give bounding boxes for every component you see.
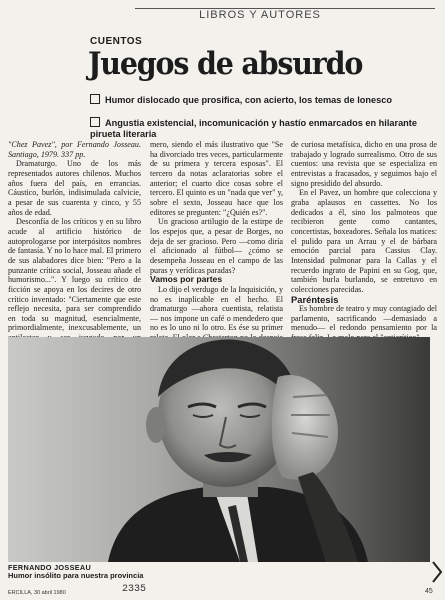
- col3-paragraph-1: de curiosa metafísica, dicho en una prosa de trabajado y logrado surrealismo. Otro de sus cuentos: una revista que se especializa en entrevistas a fracasados, y seguimos bajo el signo presidido del absurdo.: [291, 140, 437, 188]
- subheading-parentesis: Paréntesis: [291, 293, 339, 305]
- photo-caption-name: FERNANDO JOSSEAU: [8, 563, 92, 572]
- author-photo: [8, 337, 430, 562]
- col2-paragraph-1: mero, siendo el más ilustrativo que "Se ha divorciado tres veces, particularmente de su primera y tercera esposas". El tercero da notas aclaratorias sobre el anterior; el cuarto dice cosas sobre el tercero. El quinto es un "nada que ver" y, sobre el sexto, Josseau hace que los editores se pregunten: "¿Quién es?".: [150, 140, 283, 217]
- source-line: ERCILLA, 30 abril 1980: [8, 590, 66, 596]
- kicker: CUENTOS: [90, 36, 143, 47]
- article-title: Juegos de absurdo: [88, 46, 363, 82]
- deck-bullet-2: [90, 117, 420, 140]
- section-header: LIBROS Y AUTORES: [170, 9, 350, 21]
- deck-text-1: Humor dislocado que prosifica, con acierto, los temas de Ionesco: [105, 95, 392, 105]
- checkbox-icon: [90, 94, 100, 104]
- checkbox-icon: [90, 117, 100, 127]
- portrait-illustration: [8, 337, 430, 562]
- col3-paragraph-2: En el Pavez, un hombre que colecciona y graba aplausos en cassettes. No los dedicados a él, sino los palmoteos que recibieron gente como cantantes, concertistas, boxeadores. Señala los matices: el pulido para un Arrau y el de bárbara emoción parcial para Cassius Clay. Intensidad pulmonar para la Callas y el recuerdo ingrato de Papini en su Gog, que, también burla burlando, se entretuvo en colecciones parecidas.: [291, 188, 437, 294]
- subheading-vamos: Vamos por partes: [150, 274, 223, 285]
- column-3: [291, 140, 437, 343]
- handwritten-number: 2335: [122, 584, 147, 595]
- deck-bullet-1: [90, 94, 420, 106]
- col1-paragraph-1: Dramaturgo. Uno de los más representados autores chilenos. Muchos años fuera del país, en errancias. Cáustico, burlón, indisimulada calvicie, a pesar de sus cuarenta y cinco, y 55 años de edad.: [8, 159, 141, 217]
- col3-paragraph-3: Es hombre de teatro y muy contagiado del parlamento, sacrificando —demasiado a menudo— el redondo pensamiento por la: [291, 304, 437, 333]
- col1-paragraph-2: Desconfía de los críticos y en su libro acude al artificio histórico de autoprologarse por interpósitos nombres de fantasía. Y no lo hace mal. El primero de sus alabadores dice bien: "Pero a la punzante crítica social, Josseau añade el humorismo...". Y luego su crítico de ficción se apoya en los decires de otro crítico inventado: "Ciertamente que este reflejo necesita, para ser comprendido en toda su magnitud, esencialmente, primordialmente, inexcusablemente, un: [8, 217, 141, 333]
- col2-paragraph-2: Un gracioso artilugio de la estirpe de los espejos que, a pesar de Borges, no deja de ser gracioso. Pero —como diría el aficionado al fútbol— ¿cómo se desempeña Josseau en el campo de las puras y verídicas paradas?: [150, 217, 283, 275]
- photo-caption-text: Humor insólito para nuestra provincia: [8, 571, 144, 580]
- page-number: 45: [425, 588, 433, 595]
- deck-text-2: Angustia existencial, incomunicación y hastío enmarcados en hilarante pirueta literaria: [90, 118, 417, 139]
- continue-arrow-icon: [431, 560, 443, 584]
- col2-paragraph-3: Lo dijo el verdugo de la Inquisición, y no es inaplicable en el hecho. El dramaturgo —ahora cuentista, relatista— nos impone un café o mendedero que no es lo uno ni lo otro. Es ése su primer: [150, 284, 283, 333]
- column-2: [150, 140, 283, 362]
- book-reference: "Chez Pavez", por Fernando Josseau. Santiago, 1979. 337 pp.: [8, 140, 141, 159]
